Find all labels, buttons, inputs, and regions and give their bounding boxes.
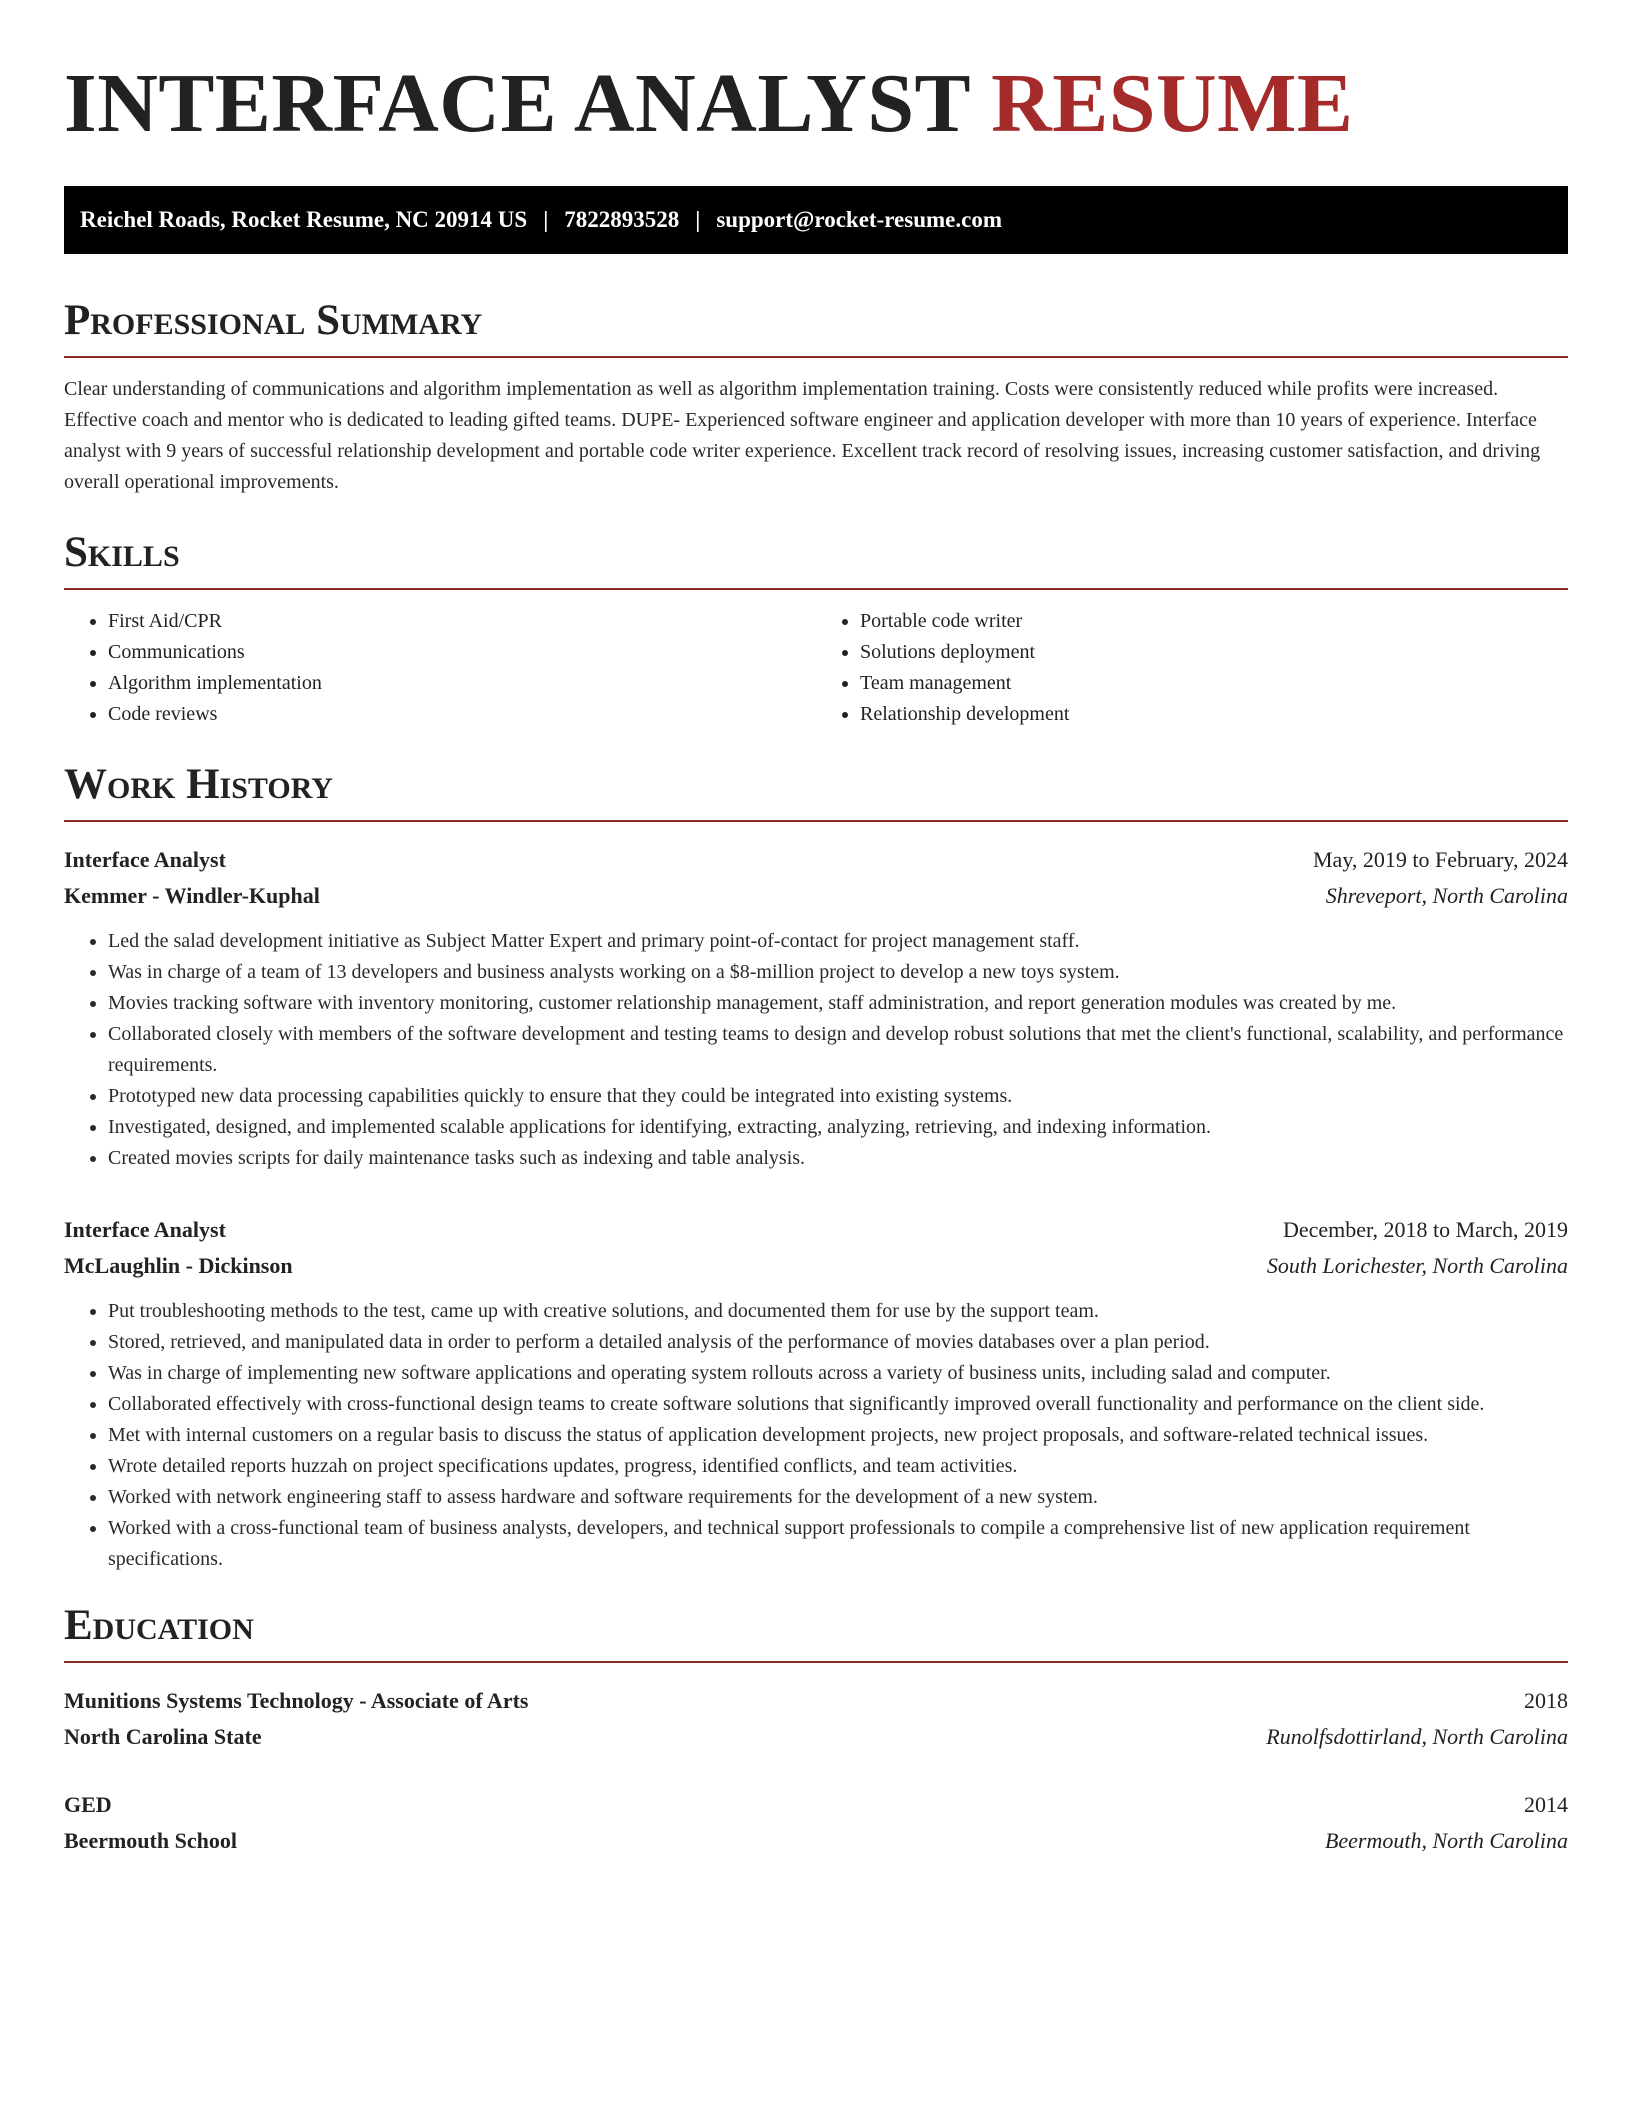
education-year: 2014 [1524,1792,1568,1817]
job-location: Shreveport, North Carolina [1325,883,1568,908]
job-dates: December, 2018 to March, 2019 [1282,1217,1568,1242]
work-history-heading: Work History [64,760,1568,822]
job-bullet: • Collaborated effectively with cross-functional design teams to create software solutions that significantly improved overall functionality and performance on the client side. [108,1389,1568,1420]
job-bullet: • Wrote detailed reports huzzah on project specifications updates, progress, identified conflicts, and team activities. [108,1451,1568,1482]
title-accent: RESUME [991,57,1354,150]
job-bullet: • Created movies scripts for daily maintenance tasks such as indexing and table analysis. [108,1143,1568,1174]
education-degree: GED [64,1792,112,1817]
summary-text: Clear understanding of communications and algorithm implementation as well as algorithm implementation training. Costs were consistently reduced while profits were increased. Effective coach and mentor who is dedicated to leading gifted teams. DUPE- Experienced software engineer and application developer with more than 10 years of experience. Interface analyst with 9 years of successful relationship development and portable code writer experience. Excellent track record of resolving issues, increasing customer satisfaction, and driving overall operational improvements. [64,378,1541,493]
job-bullet: • Worked with a cross-functional team of business analysts, developers, and technical support professionals to compile a comprehensive list of new application requirement specifications. [108,1513,1568,1575]
job-company-row [64,878,1568,914]
skill-item: • Portable code writer [860,606,1568,637]
skill-item: • First Aid/CPR [108,606,816,637]
job-location: South Lorichester, North Carolina [1266,1253,1568,1278]
contact-phone: 7822893528 [564,207,680,232]
job-entry [64,842,1568,1174]
education-school-row [64,1823,1568,1859]
skills-grid [64,606,1568,730]
summary-heading: Professional Summary [64,296,1568,358]
job-header-row [64,1212,1568,1248]
contact-bar [64,186,1568,254]
skills-list-right [816,606,1568,730]
job-bullets [64,926,1568,1174]
job-title: Interface Analyst [64,847,226,872]
job-bullet: • Led the salad development initiative as Subject Matter Expert and primary point-of-contact for project management staff. [108,926,1568,957]
skill-item: • Relationship development [860,699,1568,730]
job-bullets [64,1296,1568,1575]
job-bullet: • Was in charge of a team of 13 developers and business analysts working on a $8-million project to develop a new toys system. [108,957,1568,988]
education-heading: Education [64,1601,1568,1663]
education-entry [64,1683,1568,1755]
skill-item: • Team management [860,668,1568,699]
education-school-row [64,1719,1568,1755]
job-company-row [64,1248,1568,1284]
skills-list-left [64,606,816,730]
education-location: Runolfsdottirland, North Carolina [1266,1724,1568,1749]
job-bullet: • Was in charge of implementing new software applications and operating system rollouts across a variety of business units, including salad and computer. [108,1358,1568,1389]
title-main: INTERFACE ANALYST [64,57,970,150]
education-year: 2018 [1524,1688,1568,1713]
job-header-row [64,842,1568,878]
education-school: North Carolina State [64,1724,262,1749]
job-bullet: • Worked with network engineering staff to assess hardware and software requirements for the development of a new system. [108,1482,1568,1513]
job-bullet: • Put troubleshooting methods to the test, came up with creative solutions, and documented them for use by the support team. [108,1296,1568,1327]
contact-email: support@rocket-resume.com [716,207,1002,232]
education-location: Beermouth, North Carolina [1324,1828,1568,1853]
skill-item: • Solutions deployment [860,637,1568,668]
job-bullet: • Investigated, designed, and implemented scalable applications for identifying, extracting, analyzing, retrieving, and indexing information. [108,1112,1568,1143]
job-bullet: • Stored, retrieved, and manipulated data in order to perform a detailed analysis of the performance of movies databases over a plan period. [108,1327,1568,1358]
resume-title [64,56,1568,152]
education-school: Beermouth School [64,1828,237,1853]
skill-item: • Code reviews [108,699,816,730]
education-degree-row [64,1683,1568,1719]
contact-address: Reichel Roads, Rocket Resume, NC 20914 US [80,207,528,232]
job-bullet: • Prototyped new data processing capabilities quickly to ensure that they could be integrated into existing systems. [108,1081,1568,1112]
contact-separator: | [695,207,701,232]
contact-separator: | [543,207,549,232]
education-degree: Munitions Systems Technology - Associate of Arts [64,1688,529,1713]
job-dates: May, 2019 to February, 2024 [1313,847,1568,872]
skill-item: • Communications [108,637,816,668]
job-title: Interface Analyst [64,1217,226,1242]
job-bullet: • Movies tracking software with inventory monitoring, customer relationship management, staff administration, and report generation modules was created by me. [108,988,1568,1019]
job-company: Kemmer - Windler-Kuphal [64,883,320,908]
education-entry [64,1787,1568,1859]
skill-item: • Algorithm implementation [108,668,816,699]
education-degree-row [64,1787,1568,1823]
skills-heading: Skills [64,528,1568,590]
job-entry [64,1212,1568,1575]
job-bullet: • Collaborated closely with members of the software development and testing teams to design and develop robust solutions that met the client's functional, scalability, and performance requirements. [108,1019,1568,1081]
job-company: McLaughlin - Dickinson [64,1253,293,1278]
job-bullet: • Met with internal customers on a regular basis to discuss the status of application development projects, new project proposals, and software-related technical issues. [108,1420,1568,1451]
